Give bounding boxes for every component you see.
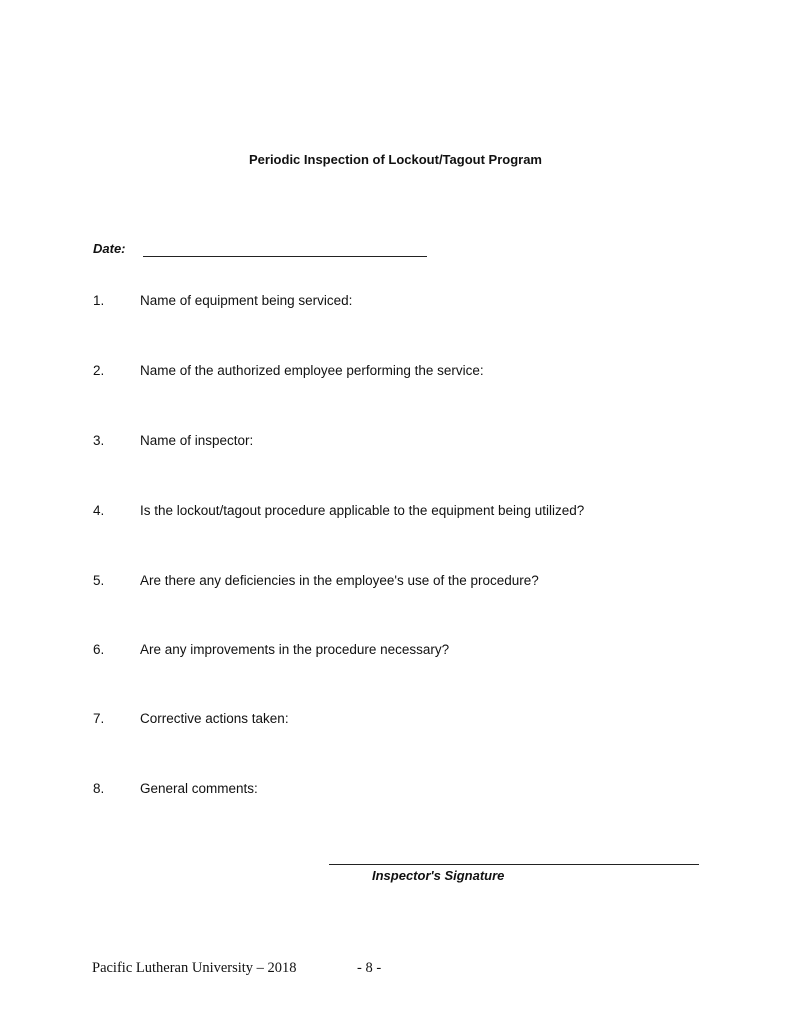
question-number: 5. [93,573,105,588]
question-number: 2. [93,363,105,378]
question-7 [93,711,733,731]
question-5 [93,573,733,593]
page-title: Periodic Inspection of Lockout/Tagout Program [248,152,542,167]
question-4 [93,503,733,523]
question-text: Is the lockout/tagout procedure applicable to the equipment being utilized? [140,503,585,518]
signature-label: Inspector's Signature [372,868,505,883]
question-8 [93,781,733,801]
question-number: 6. [93,642,105,657]
question-number: 1. [93,293,105,308]
question-text: Name of inspector: [140,433,254,448]
question-6 [93,642,733,662]
date-label: Date: [93,241,126,256]
question-1 [93,293,733,313]
question-text: Are any improvements in the procedure necessary? [140,642,450,657]
date-row [93,241,433,261]
question-text: Are there any deficiencies in the employee's use of the procedure? [140,573,539,588]
question-3 [93,433,733,453]
signature-line[interactable] [329,864,699,865]
question-text: Name of equipment being serviced: [140,293,353,308]
question-number: 8. [93,781,105,796]
question-number: 3. [93,433,105,448]
question-text: General comments: [140,781,258,796]
date-blank-line[interactable] [143,256,427,257]
question-number: 7. [93,711,105,726]
page-number: - 8 - [357,960,382,976]
question-text: Corrective actions taken: [140,711,289,726]
question-2 [93,363,733,383]
question-number: 4. [93,503,105,518]
footer-text: Pacific Lutheran University – 2018 [92,960,297,976]
question-text: Name of the authorized employee performing the service: [140,363,484,378]
